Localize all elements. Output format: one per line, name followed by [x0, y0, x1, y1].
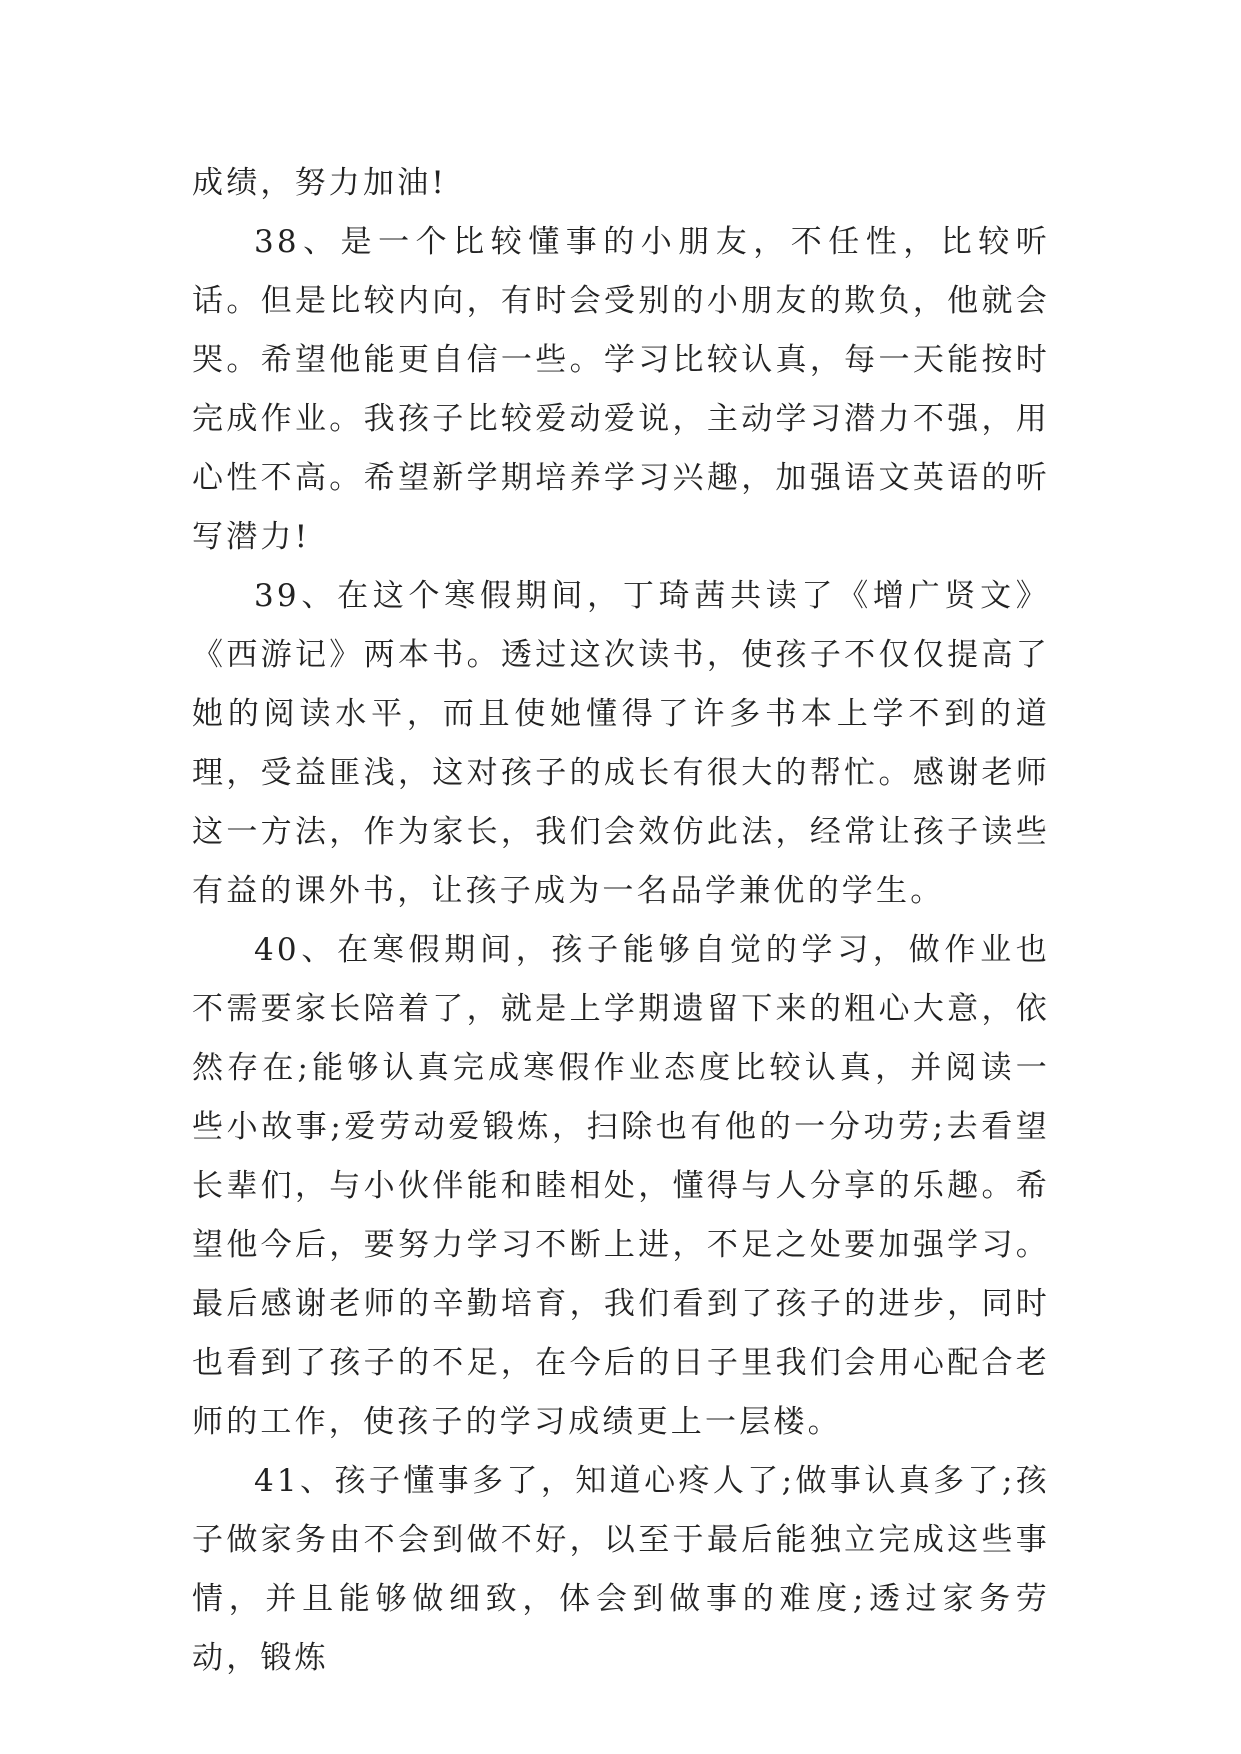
document-body	[192, 154, 1050, 1688]
paragraph-continuation: 成绩，努力加油!	[192, 165, 448, 201]
paragraph-40: 40、在寒假期间，孩子能够自觉的学习，做作业也不需要家长陪着了，就是上学期遗留下来的粗心大意，依然存在;能够认真完成寒假作业态度比较认真，并阅读一些小故事;爱劳动爱锻炼，扫除也有他的一分功劳;去看望长辈们，与小伙伴能和睦相处，懂得与人分享的乐趣。希望他今后，要努力学习不断上进，不足之处要加强学习。最后感谢老师的辛勤培育，我们看到了孩子的进步，同时也看到了孩子的不足，在今后的日子里我们会用心配合老师的工作，使孩子的学习成绩更上一层楼。	[192, 932, 1050, 1440]
paragraph-38: 38、是一个比较懂事的小朋友，不任性，比较听话。但是比较内向，有时会受别的小朋友的欺负，他就会哭。希望他能更自信一些。学习比较认真，每一天能按时完成作业。我孩子比较爱动爱说，主动学习潜力不强，用心性不高。希望新学期培养学习兴趣，加强语文英语的听写潜力!	[192, 224, 1050, 555]
paragraph-39: 39、在这个寒假期间，丁琦茜共读了《增广贤文》《西游记》两本书。透过这次读书，使孩子不仅仅提高了她的阅读水平，而且使她懂得了许多书本上学不到的道理，受益匪浅，这对孩子的成长有很大的帮忙。感谢老师这一方法，作为家长，我们会效仿此法，经常让孩子读些有益的课外书，让孩子成为一名品学兼优的学生。	[192, 578, 1050, 909]
paragraph-41: 41、孩子懂事多了，知道心疼人了;做事认真多了;孩子做家务由不会到做不好，以至于最后能独立完成这些事情，并且能够做细致，体会到做事的难度;透过家务劳动，锻炼	[192, 1463, 1050, 1676]
